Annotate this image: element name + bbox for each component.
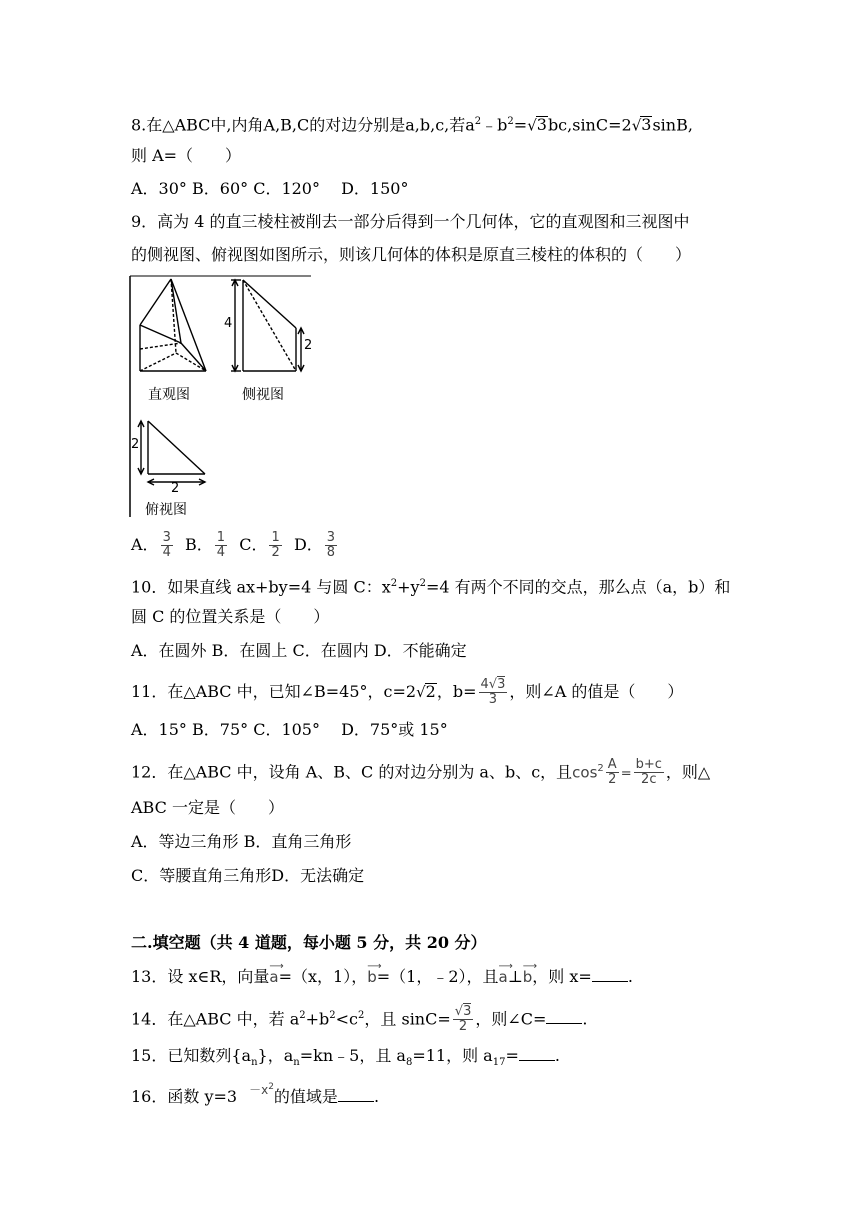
fraction-numerator: 3 [162,530,171,545]
q15-line [131,1045,560,1074]
fraction-denominator: 2 [458,1019,468,1035]
q10-line2: 圆 C 的位置关系是（ ） [131,607,330,626]
q14-text: <c [335,1009,359,1029]
q9-line1: 9．高为 4 的直三棱柱被削去一部分后得到一个几何体，它的直观图和三视图中 [131,212,690,231]
dim-label-2-top-vertical: 2 [131,437,140,452]
fraction-denominator: 4 [162,545,171,560]
q15-text: 15．已知数列{a [131,1046,252,1065]
q8-text: ﹣b [481,115,508,135]
q9-line2: 的侧视图、俯视图如图所示，则该几何体的体积是原直三棱柱的体积的（ ） [131,245,692,264]
option-d-fraction [325,531,337,560]
fraction-denominator: 8 [326,545,336,560]
vector-b-letter: b [367,968,377,986]
fraction-numerator: 1 [271,530,280,545]
q11-line1 [131,678,683,707]
option-c-label: C． [239,535,268,554]
q11-options: A．15° B．75° C．105° D．75°或 15° [131,720,448,739]
q10-text: =4 有两个不同的交点，那么点（a，b）和 [425,577,731,597]
q9-options [131,531,339,560]
fraction-denominator: 4 [216,545,226,560]
q8-sqrt-arg: 3 [536,115,547,135]
q15-text: }，a [257,1046,294,1065]
q16-line [131,1084,379,1109]
q14-text: +b [305,1009,330,1029]
q11-text: ，b= [436,682,477,701]
top-view-label: 俯视图 [145,502,187,518]
exponent-text: －x [249,1083,269,1097]
dim-label-2-top-horizontal: 2 [171,481,180,496]
vector-b [522,961,538,988]
q8-sup: 2 [474,116,482,127]
q15-sub: n [293,1057,300,1069]
q11-fraction [479,678,508,707]
answer-blank[interactable] [546,1009,582,1024]
exponent-power: 2 [268,1082,274,1092]
q12-line2: ABC 一定是（ ） [131,798,284,817]
vector-a-letter: a [269,968,279,986]
vector-arrow-icon: ⟶ [498,961,513,972]
q10-options: A．在圆外 B．在圆上 C．在圆内 D．不能确定 [131,641,467,660]
q8-text: 8.在△ABC中,内角A,B,C的对边分别是a,b,c,若a [131,115,475,135]
q8-line2: 则 A=（ ） [131,146,242,165]
q8-text: sinB, [652,115,693,135]
q15-text: =kn﹣5，且 a [299,1046,406,1065]
q14-text: ，则∠C= [475,1009,547,1029]
numerator-sqrt-arg: 3 [497,677,506,692]
q13-text: . [627,967,633,986]
q10-text: 10．如果直线 ax+by=4 与圆 C：x [131,577,391,597]
q14-line [131,1005,588,1034]
q16-text: 16．函数 y=3 [131,1087,238,1106]
sqrt-symbol: √ [631,116,642,135]
q8-line1 [131,111,693,136]
fraction-denominator: 2 [608,772,617,788]
q11-text: ，则∠A 的值是（ ） [509,682,684,701]
vector-b-letter: b [522,968,533,986]
q12-text: ，则△ [665,762,711,782]
q15-sub: n [251,1057,258,1069]
sqrt-symbol: √ [454,1004,464,1020]
q14-sup: 2 [299,1010,306,1021]
q14-text: 14．在△ABC 中，若 a [131,1009,300,1029]
direct-view-drawing [140,279,206,371]
q10-sup: 2 [390,578,398,589]
q16-text: . [373,1087,380,1106]
q12-line1 [131,758,710,787]
answer-blank[interactable] [592,967,628,982]
answer-blank[interactable] [519,1046,555,1061]
q8-text: bc,sinC=2 [547,115,632,135]
dim-label-4: 4 [224,316,233,331]
fraction-denominator: 3 [488,692,498,707]
q13-text: =（1，﹣2），且 [376,967,499,986]
q10-line1 [131,573,730,598]
vector-arrow-icon: ⟶ [367,961,382,972]
option-a-fraction [161,531,173,560]
vector-a [498,961,513,988]
vector-arrow-icon: ⟶ [269,961,284,972]
q10-text: +y [397,577,420,597]
q11-sqrt-arg: 2 [425,682,436,701]
option-d-label: D． [293,535,323,554]
cos-power: 2 [597,763,604,774]
fraction-denominator: 2c [641,772,657,788]
vector-a [269,961,284,988]
cos-function: cos [572,763,598,782]
q8-options: A．30° B．60° C．120° D．150° [131,179,409,198]
q12-options-1: A．等边三角形 B．直角三角形 [131,832,352,851]
vector-arrow-icon: ⟶ [522,961,538,972]
numerator-sqrt-arg: 3 [463,1004,472,1020]
q16-exponent [249,1083,274,1097]
q8-text: = [513,115,528,135]
answer-blank[interactable] [338,1087,374,1102]
q13-text: =（x，1）， [278,967,368,986]
q8-sup: 2 [507,116,514,127]
vector-b [367,961,382,988]
q14-fraction [453,1005,474,1034]
q11-text: 11．在△ABC 中，已知∠B=45°，c=2 [131,682,417,701]
q14-sup: 2 [358,1010,365,1021]
fraction-numerator: 3 [326,530,336,545]
fraction-numerator: b+c [635,757,662,773]
q13-line [131,961,633,988]
sqrt-symbol: √ [416,683,426,701]
fraction-numerator [479,678,508,693]
option-c-fraction [269,531,281,560]
vector-a-letter: a [498,968,508,986]
q15-sub: 17 [492,1057,506,1069]
q12-fraction-2 [634,758,664,787]
q15-text: = [505,1046,519,1065]
q15-sub: 8 [405,1057,413,1069]
perp-symbol: ⊥ [507,967,523,986]
fraction-numerator [453,1005,474,1020]
side-view-label: 侧视图 [242,387,284,403]
dim-label-2-side: 2 [304,338,313,353]
q14-sup: 2 [329,1010,336,1021]
sqrt-symbol: √ [527,116,537,135]
q12-text: 12．在△ABC 中，设角 A、B、C 的对边分别为 a、b、c，且 [131,762,573,782]
q16-text: 的值域是 [273,1087,338,1106]
option-a-label: A． [131,535,159,554]
fraction-numerator: 1 [216,530,226,545]
numerator-coefficient: 4 [480,677,489,692]
side-view-drawing [231,280,304,371]
fraction-numerator: A [607,757,617,773]
q12-fraction-1 [606,758,619,787]
q14-text: . [582,1009,588,1029]
equals-sign: = [620,766,632,782]
q14-text: ，且 sinC= [364,1009,451,1029]
option-b-fraction [215,531,227,560]
q12-options-2: C．等腰直角三角形D．无法确定 [131,866,365,885]
top-view-drawing [138,421,205,485]
q13-text: ，则 x= [532,967,592,986]
q15-text: . [554,1046,560,1065]
section-2-title: 二.填空题（共 4 道题，每小题 5 分，共 20 分） [131,933,487,952]
q15-text: =11，则 a [412,1046,493,1065]
q8-sqrt-arg: 3 [641,115,652,135]
direct-view-label: 直观图 [148,387,190,403]
q10-sup: 2 [419,578,426,589]
q13-text: 13．设 x∈R，向量 [131,967,270,986]
sqrt-symbol: √ [488,677,498,692]
option-b-label: B． [185,535,213,554]
fraction-denominator: 2 [271,545,280,560]
